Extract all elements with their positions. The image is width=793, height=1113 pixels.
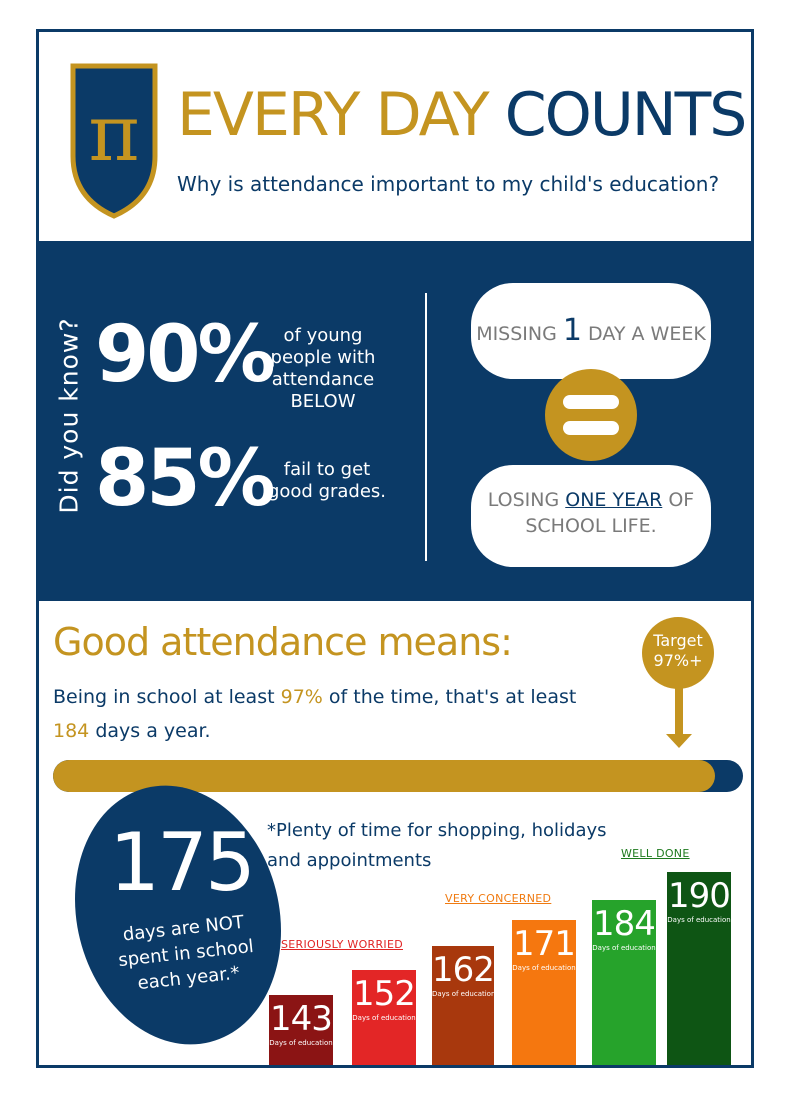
bar-value: 171 <box>513 924 575 964</box>
school-shield-logo <box>69 60 159 220</box>
page-title <box>177 80 745 150</box>
target-badge <box>642 617 714 689</box>
bar-label: Days of education <box>592 944 656 952</box>
desc-days: 184 <box>53 720 90 742</box>
missing-pre: MISSING <box>476 323 557 345</box>
panel-divider <box>425 293 427 561</box>
category-well-done: WELL DONE <box>621 847 690 860</box>
good-attendance-title: Good attendance means: <box>53 620 512 664</box>
missing-day-pill <box>471 283 711 379</box>
bar-value: 184 <box>593 904 655 944</box>
bar-190 <box>667 872 731 1065</box>
missing-post: DAY A WEEK <box>588 323 706 345</box>
bar-value: 152 <box>353 974 415 1014</box>
category-very-concerned: VERY CONCERNED <box>445 892 552 905</box>
target-value: 97%+ <box>653 651 703 670</box>
page-subtitle: Why is attendance important to my child's education? <box>177 172 720 196</box>
bar-value: 162 <box>432 950 494 990</box>
stat-85-percent: 85% <box>95 434 273 524</box>
losing-post: OF SCHOOL LIFE. <box>525 489 695 537</box>
desc-pre: Being in school at least <box>53 686 275 708</box>
missing-number: 1 <box>562 313 582 348</box>
title-every-day: EVERY DAY <box>177 80 488 150</box>
good-attendance-description <box>53 680 613 748</box>
stat-85-text: fail to get good grades. <box>267 459 387 502</box>
losing-highlight: ONE YEAR <box>565 489 663 511</box>
did-you-know-label: Did you know? <box>54 317 84 514</box>
desc-mid: of the time, that's at least <box>328 686 577 708</box>
plenty-footnote: *Plenty of time for shopping, holidays and appointments <box>267 820 607 871</box>
bar-152 <box>352 970 416 1065</box>
infographic-frame <box>36 29 754 1068</box>
bar-143 <box>269 995 333 1065</box>
stat-90-text: of young people with attendance BELOW <box>270 325 376 412</box>
bar-label: Days of education <box>269 1039 333 1047</box>
losing-pre: LOSING <box>487 489 560 511</box>
target-label: Target <box>653 631 703 650</box>
bar-value: 190 <box>668 876 730 916</box>
bar-162 <box>432 946 494 1065</box>
desc-post: days a year. <box>95 720 211 742</box>
did-you-know-panel <box>39 241 751 601</box>
bar-171 <box>512 920 576 1065</box>
pi-symbol: π <box>88 89 140 179</box>
days-not-spent-number: 175 <box>109 816 253 909</box>
bar-184 <box>592 900 656 1065</box>
equals-icon <box>545 369 637 461</box>
bar-label: Days of education <box>432 990 496 998</box>
category-seriously-worried: SERIOUSLY WORRIED <box>281 938 403 951</box>
stat-90-percent: 90% <box>95 310 273 400</box>
desc-pct: 97% <box>280 686 323 708</box>
arrow-down-icon <box>666 734 692 748</box>
title-counts: COUNTS <box>504 80 746 150</box>
bar-label: Days of education <box>667 916 731 924</box>
bar-label: Days of education <box>512 964 576 972</box>
bar-label: Days of education <box>352 1014 416 1022</box>
target-arrow-stem <box>675 687 683 737</box>
days-not-spent-text: days are NOT spent in school each year.* <box>117 911 255 995</box>
bar-value: 143 <box>270 999 332 1039</box>
losing-year-pill <box>471 465 711 567</box>
